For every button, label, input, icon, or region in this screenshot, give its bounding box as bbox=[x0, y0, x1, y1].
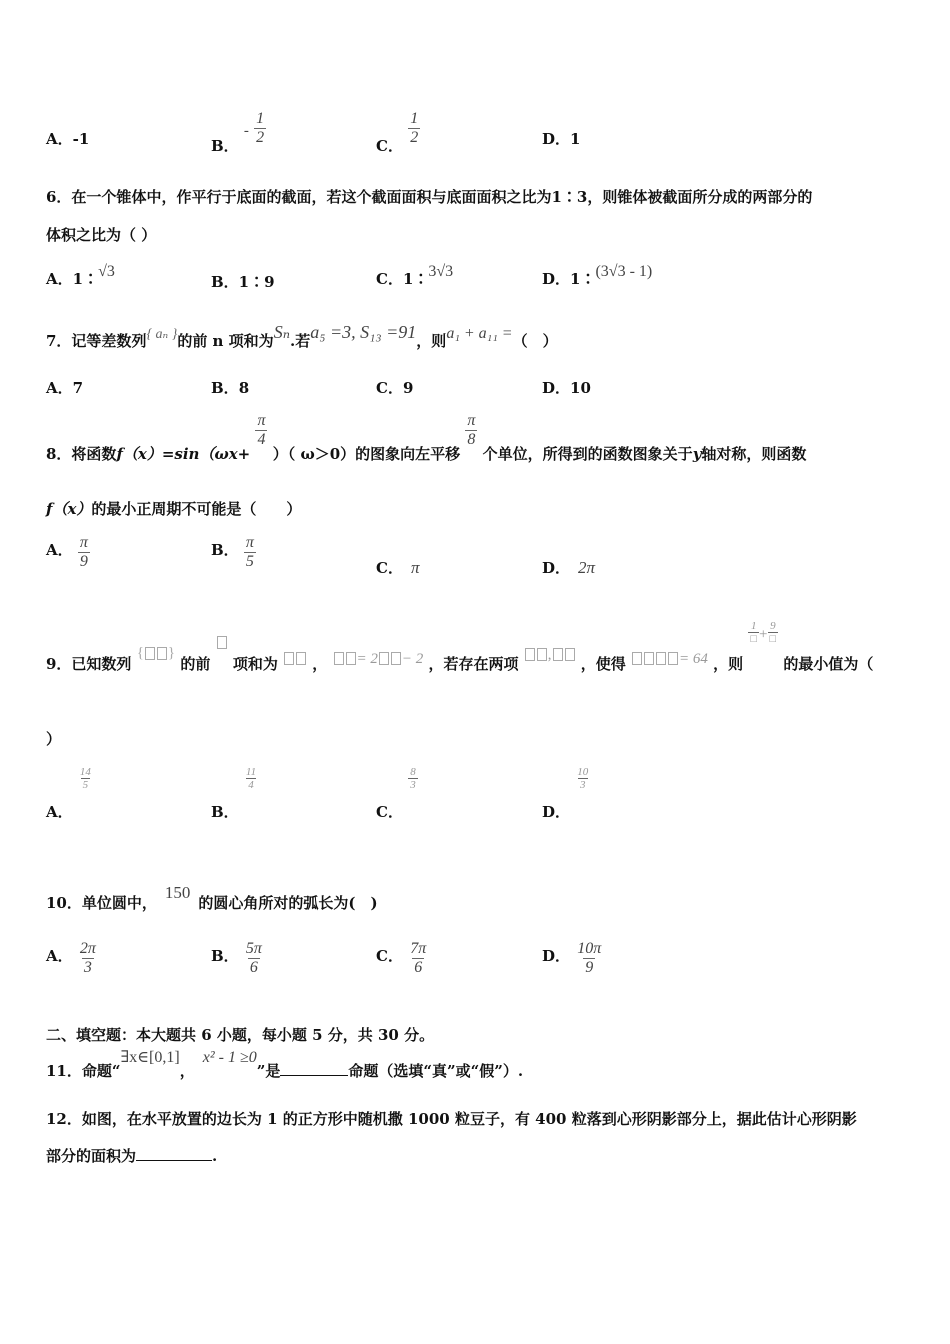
q5-option-b: B． - $\frac{1}{2}$ bbox=[211, 110, 265, 155]
q9-stem-line2: ） bbox=[46, 730, 62, 748]
q10-option-d: D． $\frac{10\pi}{9}$ bbox=[542, 940, 602, 976]
q9-option-c: C． $\frac{8}{3}$ bbox=[376, 766, 416, 821]
q8-option-a: A． $\frac{\pi}{9}$ bbox=[46, 534, 88, 570]
math-sequence: { aₙ } bbox=[146, 327, 178, 342]
q5-option-c: C． $\frac{1}{2}$ bbox=[376, 110, 419, 155]
math-placeholder: , bbox=[524, 645, 576, 663]
q8-option-b: B． $\frac{\pi}{5}$ bbox=[211, 534, 254, 570]
q10-option-b: B． $\frac{5\pi}{6}$ bbox=[211, 940, 262, 976]
math-placeholder bbox=[217, 636, 227, 649]
math-placeholder bbox=[283, 649, 307, 667]
fraction: $\frac{11}{4}$ bbox=[245, 766, 257, 791]
q7-option-d: D．10 bbox=[542, 379, 591, 397]
fraction: $\frac{1}{2}$ bbox=[410, 110, 419, 146]
fraction: $\frac{7\pi}{6}$ bbox=[410, 940, 427, 976]
q6-stem-line1: 6．在一个锥体中，作平行于底面的截面，若这个截面面积与底面面积之比为1∶3，则锥体被截面所分成的两部分的 bbox=[46, 188, 813, 206]
q7-option-b: B．8 bbox=[211, 379, 250, 397]
math-condition: a₅ =3, S₁₃ =91 bbox=[310, 322, 417, 342]
math-sn: Sₙ bbox=[273, 322, 290, 342]
q11-stem: 11．命题“∃x∈[0,1]，x² - 1 ≥0”是 命题（选填“真”或“假”）. bbox=[46, 1049, 524, 1080]
q5-option-a: A．-1 bbox=[46, 130, 90, 148]
fraction: $\frac{1}{□}$ bbox=[750, 620, 758, 645]
q8-option-c: C． π bbox=[376, 558, 420, 577]
fraction: $\frac{\pi}{5}$ bbox=[245, 534, 254, 570]
q9-stem-line1: 9．已知数列 { } 的前 项和为 ， = 2 − 2 ，若存在两项 , ，使得 = 64 ，则 $\frac{1}{□}$ + $\frac{9}{□}$ 的最小值为（ bbox=[46, 620, 874, 673]
fraction: $\frac{\pi}{9}$ bbox=[79, 534, 88, 570]
q6-option-b: B．1∶9 bbox=[211, 273, 275, 291]
q7-stem: 7．记等差数列{ aₙ }的前 n 项和为Sₙ.若a₅ =3, S₁₃ =91，则a₁ + a₁₁ =（ ） bbox=[46, 322, 558, 350]
q8-stem-line2: f（x）的最小正周期不可能是（ ） bbox=[46, 500, 302, 518]
q12-stem-line2: 部分的面积为 . bbox=[46, 1147, 218, 1165]
q10-option-a: A． $\frac{2\pi}{3}$ bbox=[46, 940, 96, 976]
q8-stem-line1: 8．将函数f（x）=sin（ωx+ $\frac{\pi}{4}$ ）（ ω＞0）的图象向左平移 $\frac{\pi}{8}$ 个单位，所得到的函数图象关于y轴对称，则函数 bbox=[46, 412, 807, 463]
q9-option-b: B． $\frac{11}{4}$ bbox=[211, 766, 257, 821]
fraction: $\frac{10\pi}{9}$ bbox=[577, 940, 602, 976]
math-exists: ∃x∈[0,1] bbox=[120, 1049, 180, 1066]
fraction-pi-4: $\frac{\pi}{4}$ bbox=[257, 412, 266, 448]
q9-option-d: D． $\frac{10}{3}$ bbox=[542, 766, 589, 821]
q10-option-c: C． $\frac{7\pi}{6}$ bbox=[376, 940, 427, 976]
fraction: $\frac{9}{□}$ bbox=[769, 620, 777, 645]
q8-option-d: D． 2π bbox=[542, 558, 596, 577]
q6-stem-line2: 体积之比为（ ） bbox=[46, 226, 157, 244]
q7-option-a: A．7 bbox=[46, 379, 84, 397]
math-target: a₁ + a₁₁ = bbox=[446, 325, 513, 342]
q6-option-c: C．1∶3√3 bbox=[376, 263, 454, 288]
math-formula: = 2 − 2 bbox=[333, 649, 424, 667]
fraction: $\frac{2\pi}{3}$ bbox=[79, 940, 96, 976]
math-sequence-placeholder: { } bbox=[136, 644, 176, 661]
math-inequality: x² - 1 ≥0 bbox=[202, 1049, 257, 1066]
fraction: $\frac{5\pi}{6}$ bbox=[245, 940, 262, 976]
fraction: $\frac{14}{5}$ bbox=[79, 766, 91, 791]
answer-blank[interactable] bbox=[136, 1160, 212, 1161]
fraction-pi-8: $\frac{\pi}{8}$ bbox=[467, 412, 476, 448]
fraction: $\frac{1}{2}$ bbox=[256, 110, 265, 146]
q5-option-d: D．1 bbox=[542, 130, 581, 148]
math-product: = 64 bbox=[631, 649, 708, 667]
q6-option-a: A．1∶√3 bbox=[46, 263, 115, 288]
q6-option-d: D．1∶(3√3 - 1) bbox=[542, 263, 653, 288]
section-2-title: 二、填空题：本大题共 6 小题，每小题 5 分，共 30 分。 bbox=[46, 1026, 435, 1044]
q7-option-c: C．9 bbox=[376, 379, 414, 397]
answer-blank[interactable] bbox=[280, 1075, 348, 1076]
fraction: $\frac{10}{3}$ bbox=[577, 766, 589, 791]
q10-stem: 10．单位圆中，150的圆心角所对的弧长为( ) bbox=[46, 883, 378, 912]
q12-stem-line1: 12．如图，在水平放置的边长为 1 的正方形中随机撒 1000 粒豆子，有 400 粒落到心形阴影部分上，据此估计心形阴影 bbox=[46, 1110, 857, 1128]
fraction: $\frac{8}{3}$ bbox=[410, 766, 416, 791]
q9-option-a: A． $\frac{14}{5}$ bbox=[46, 766, 91, 821]
